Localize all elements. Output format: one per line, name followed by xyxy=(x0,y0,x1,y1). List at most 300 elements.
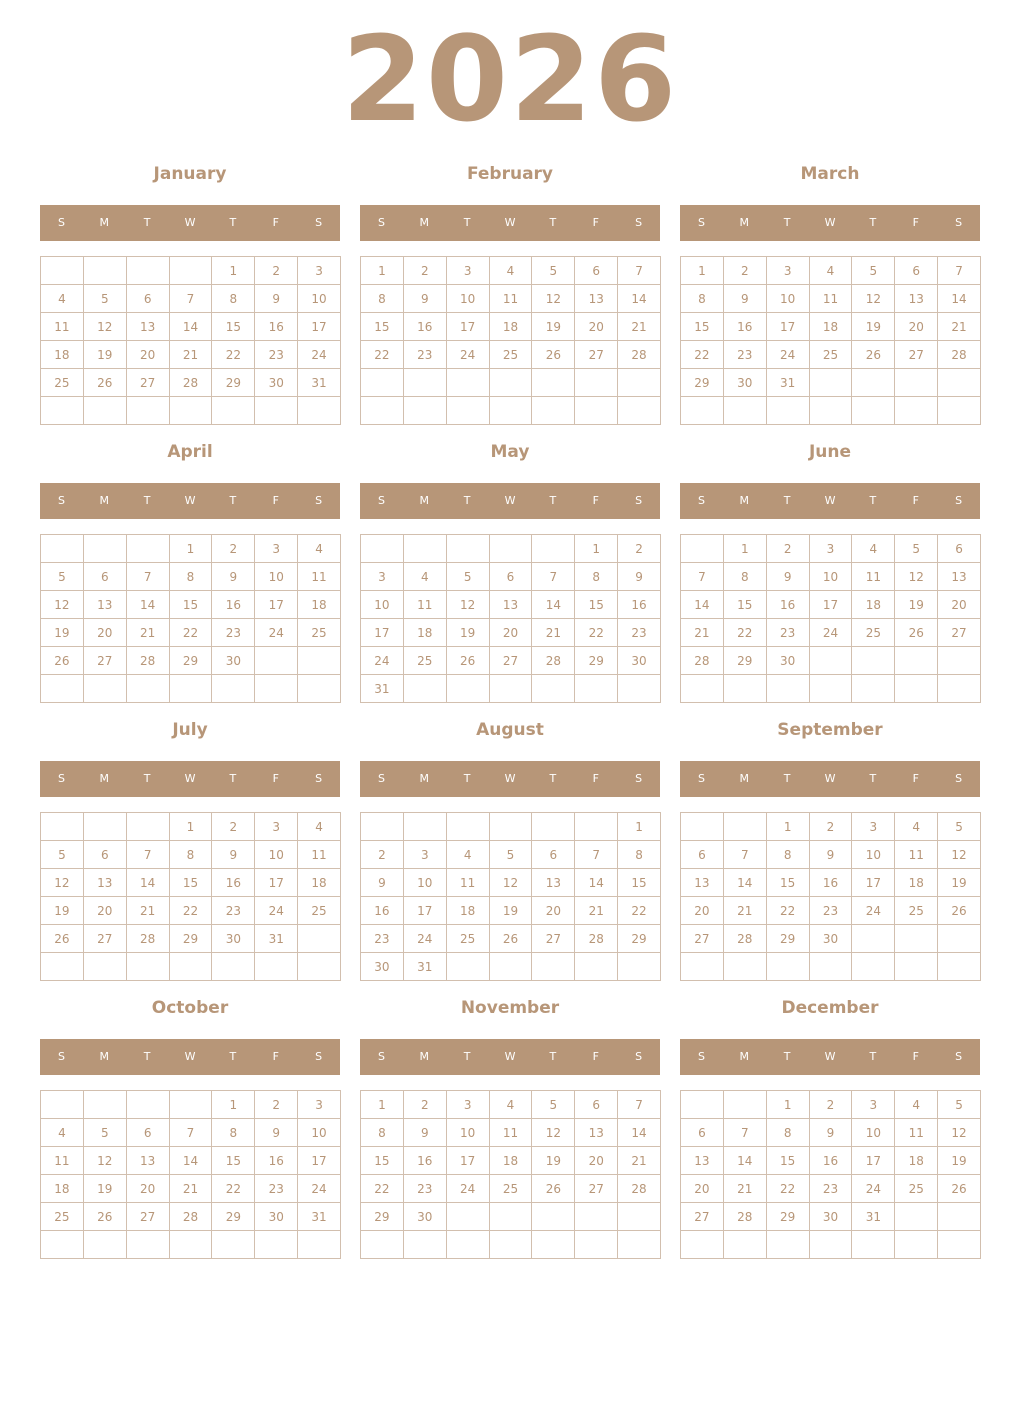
empty-cell xyxy=(681,813,724,841)
day-cell: 14 xyxy=(170,313,213,341)
empty-cell xyxy=(938,647,981,675)
day-cell: 25 xyxy=(895,1175,938,1203)
day-cell: 5 xyxy=(895,535,938,563)
day-cell: 30 xyxy=(212,925,255,953)
day-cell: 1 xyxy=(170,535,213,563)
day-cell: 10 xyxy=(361,591,404,619)
empty-cell xyxy=(767,397,810,425)
day-cell: 6 xyxy=(127,285,170,313)
day-cell: 12 xyxy=(490,869,533,897)
empty-cell xyxy=(255,1231,298,1259)
day-cell: 17 xyxy=(298,313,341,341)
empty-cell xyxy=(404,675,447,703)
day-cell: 22 xyxy=(767,1175,810,1203)
day-cell: 14 xyxy=(575,869,618,897)
month-name: October xyxy=(151,998,229,1018)
day-cell: 5 xyxy=(41,563,84,591)
day-cell: 5 xyxy=(84,1119,127,1147)
empty-cell xyxy=(447,397,490,425)
day-grid xyxy=(360,256,661,425)
day-cell: 31 xyxy=(298,369,341,397)
day-cell: 21 xyxy=(127,619,170,647)
day-cell: 19 xyxy=(41,897,84,925)
empty-cell xyxy=(938,1203,981,1231)
weekday-label: W xyxy=(504,772,516,785)
weekday-label: T xyxy=(463,216,471,229)
month-june xyxy=(680,438,980,708)
day-cell: 1 xyxy=(361,1091,404,1119)
month-september xyxy=(680,716,980,986)
day-cell: 21 xyxy=(532,619,575,647)
day-cell: 30 xyxy=(404,1203,447,1231)
empty-cell xyxy=(681,675,724,703)
empty-cell xyxy=(41,675,84,703)
empty-cell xyxy=(212,1231,255,1259)
empty-cell xyxy=(724,1231,767,1259)
weekday-label: S xyxy=(635,494,643,507)
day-cell: 27 xyxy=(575,341,618,369)
empty-cell xyxy=(84,535,127,563)
day-cell: 13 xyxy=(127,313,170,341)
day-cell: 3 xyxy=(361,563,404,591)
day-cell: 3 xyxy=(447,257,490,285)
weekday-label: W xyxy=(184,494,196,507)
weekday-header xyxy=(360,483,660,519)
empty-cell xyxy=(852,953,895,981)
empty-cell xyxy=(532,1203,575,1231)
day-cell: 23 xyxy=(212,619,255,647)
empty-cell xyxy=(84,953,127,981)
weekday-header xyxy=(680,483,980,519)
day-cell: 26 xyxy=(938,897,981,925)
day-cell: 26 xyxy=(447,647,490,675)
day-cell: 2 xyxy=(618,535,661,563)
day-cell: 15 xyxy=(170,591,213,619)
day-cell: 15 xyxy=(767,1147,810,1175)
day-cell: 19 xyxy=(41,619,84,647)
day-cell: 25 xyxy=(895,897,938,925)
empty-cell xyxy=(852,647,895,675)
empty-cell xyxy=(298,925,341,953)
empty-cell xyxy=(41,953,84,981)
weekday-label: F xyxy=(912,772,919,785)
day-cell: 25 xyxy=(41,1203,84,1231)
weekday-label: W xyxy=(824,494,836,507)
day-cell: 22 xyxy=(361,341,404,369)
weekday-label: S xyxy=(57,1050,65,1063)
day-cell: 6 xyxy=(575,1091,618,1119)
weekday-label: M xyxy=(419,1050,430,1063)
day-cell: 18 xyxy=(298,591,341,619)
weekday-label: F xyxy=(272,216,279,229)
day-cell: 25 xyxy=(490,1175,533,1203)
month-name: April xyxy=(167,442,213,462)
weekday-label: T xyxy=(549,772,557,785)
day-cell: 1 xyxy=(212,257,255,285)
day-cell: 14 xyxy=(127,869,170,897)
empty-cell xyxy=(895,925,938,953)
empty-cell xyxy=(170,1231,213,1259)
empty-cell xyxy=(490,675,533,703)
day-cell: 27 xyxy=(938,619,981,647)
weekday-label: S xyxy=(315,772,323,785)
empty-cell xyxy=(724,675,767,703)
day-cell: 26 xyxy=(84,369,127,397)
day-cell: 2 xyxy=(724,257,767,285)
weekday-label: S xyxy=(697,216,705,229)
month-name: May xyxy=(490,442,530,462)
day-cell: 24 xyxy=(810,619,853,647)
empty-cell xyxy=(724,397,767,425)
day-cell: 12 xyxy=(895,563,938,591)
day-cell: 11 xyxy=(490,1119,533,1147)
day-cell: 11 xyxy=(41,313,84,341)
day-cell: 7 xyxy=(532,563,575,591)
day-cell: 12 xyxy=(938,1119,981,1147)
day-cell: 6 xyxy=(681,841,724,869)
day-cell: 28 xyxy=(938,341,981,369)
day-cell: 10 xyxy=(298,285,341,313)
day-cell: 5 xyxy=(532,257,575,285)
day-cell: 7 xyxy=(170,285,213,313)
empty-cell xyxy=(852,675,895,703)
day-cell: 19 xyxy=(84,341,127,369)
day-grid xyxy=(680,1090,981,1259)
day-cell: 27 xyxy=(895,341,938,369)
day-cell: 17 xyxy=(852,869,895,897)
day-cell: 11 xyxy=(895,841,938,869)
empty-cell xyxy=(895,953,938,981)
weekday-label: S xyxy=(57,772,65,785)
day-cell: 19 xyxy=(938,869,981,897)
weekday-label: M xyxy=(99,1050,110,1063)
day-cell: 17 xyxy=(255,591,298,619)
day-grid xyxy=(40,1090,341,1259)
day-cell: 10 xyxy=(810,563,853,591)
weekday-label: T xyxy=(463,1050,471,1063)
weekday-label: T xyxy=(143,772,151,785)
month-name: July xyxy=(172,720,208,740)
day-cell: 16 xyxy=(724,313,767,341)
day-cell: 11 xyxy=(298,563,341,591)
day-cell: 16 xyxy=(255,1147,298,1175)
day-cell: 27 xyxy=(127,369,170,397)
day-cell: 26 xyxy=(895,619,938,647)
day-cell: 23 xyxy=(255,1175,298,1203)
day-cell: 2 xyxy=(810,1091,853,1119)
day-cell: 20 xyxy=(127,341,170,369)
empty-cell xyxy=(938,675,981,703)
weekday-label: W xyxy=(824,216,836,229)
day-cell: 28 xyxy=(724,925,767,953)
day-cell: 6 xyxy=(938,535,981,563)
empty-cell xyxy=(575,675,618,703)
weekday-label: F xyxy=(592,1050,599,1063)
empty-cell xyxy=(852,397,895,425)
day-cell: 4 xyxy=(490,257,533,285)
weekday-label: T xyxy=(869,494,877,507)
empty-cell xyxy=(212,953,255,981)
weekday-header xyxy=(680,761,980,797)
day-cell: 28 xyxy=(170,369,213,397)
day-cell: 10 xyxy=(255,841,298,869)
empty-cell xyxy=(490,1231,533,1259)
weekday-label: W xyxy=(184,216,196,229)
weekday-label: S xyxy=(377,494,385,507)
day-cell: 20 xyxy=(575,313,618,341)
day-grid xyxy=(40,256,341,425)
weekday-label: S xyxy=(377,1050,385,1063)
weekday-label: T xyxy=(463,494,471,507)
day-cell: 7 xyxy=(724,841,767,869)
empty-cell xyxy=(127,813,170,841)
weekday-label: T xyxy=(229,216,237,229)
day-cell: 5 xyxy=(938,1091,981,1119)
empty-cell xyxy=(404,369,447,397)
day-cell: 18 xyxy=(895,1147,938,1175)
weekday-label: T xyxy=(143,1050,151,1063)
empty-cell xyxy=(255,675,298,703)
day-cell: 16 xyxy=(212,869,255,897)
weekday-label: F xyxy=(912,1050,919,1063)
empty-cell xyxy=(810,369,853,397)
day-cell: 23 xyxy=(618,619,661,647)
empty-cell xyxy=(532,813,575,841)
empty-cell xyxy=(895,1231,938,1259)
weekday-label: S xyxy=(955,1050,963,1063)
day-cell: 28 xyxy=(681,647,724,675)
day-cell: 30 xyxy=(212,647,255,675)
empty-cell xyxy=(212,397,255,425)
empty-cell xyxy=(127,1231,170,1259)
day-cell: 20 xyxy=(84,897,127,925)
weekday-header xyxy=(40,483,340,519)
weekday-label: T xyxy=(869,216,877,229)
empty-cell xyxy=(938,397,981,425)
day-cell: 7 xyxy=(618,257,661,285)
weekday-label: F xyxy=(592,494,599,507)
day-cell: 4 xyxy=(852,535,895,563)
empty-cell xyxy=(724,1091,767,1119)
day-cell: 3 xyxy=(298,1091,341,1119)
day-cell: 2 xyxy=(361,841,404,869)
day-cell: 11 xyxy=(41,1147,84,1175)
day-cell: 16 xyxy=(404,313,447,341)
weekday-label: S xyxy=(315,494,323,507)
empty-cell xyxy=(298,647,341,675)
day-cell: 10 xyxy=(447,285,490,313)
day-cell: 11 xyxy=(810,285,853,313)
day-grid xyxy=(680,256,981,425)
day-grid xyxy=(680,812,981,981)
day-cell: 8 xyxy=(212,285,255,313)
empty-cell xyxy=(938,1231,981,1259)
day-cell: 5 xyxy=(84,285,127,313)
day-cell: 16 xyxy=(404,1147,447,1175)
day-cell: 2 xyxy=(255,257,298,285)
day-cell: 24 xyxy=(298,1175,341,1203)
day-cell: 19 xyxy=(852,313,895,341)
empty-cell xyxy=(84,675,127,703)
day-cell: 20 xyxy=(84,619,127,647)
day-cell: 18 xyxy=(447,897,490,925)
day-cell: 6 xyxy=(895,257,938,285)
empty-cell xyxy=(681,953,724,981)
day-cell: 12 xyxy=(41,591,84,619)
empty-cell xyxy=(532,953,575,981)
day-cell: 2 xyxy=(212,813,255,841)
day-cell: 22 xyxy=(212,1175,255,1203)
weekday-label: M xyxy=(419,216,430,229)
day-cell: 9 xyxy=(618,563,661,591)
day-cell: 20 xyxy=(681,897,724,925)
day-cell: 7 xyxy=(170,1119,213,1147)
day-cell: 23 xyxy=(255,341,298,369)
day-cell: 24 xyxy=(447,1175,490,1203)
empty-cell xyxy=(170,675,213,703)
day-cell: 11 xyxy=(895,1119,938,1147)
day-cell: 15 xyxy=(767,869,810,897)
day-cell: 15 xyxy=(724,591,767,619)
empty-cell xyxy=(490,397,533,425)
day-cell: 29 xyxy=(618,925,661,953)
weekday-label: M xyxy=(739,1050,750,1063)
weekday-label: W xyxy=(824,772,836,785)
empty-cell xyxy=(127,257,170,285)
day-cell: 18 xyxy=(41,1175,84,1203)
month-name: March xyxy=(800,164,860,184)
day-cell: 6 xyxy=(84,841,127,869)
day-cell: 13 xyxy=(127,1147,170,1175)
day-cell: 28 xyxy=(724,1203,767,1231)
day-cell: 26 xyxy=(532,1175,575,1203)
day-cell: 23 xyxy=(810,1175,853,1203)
weekday-label: W xyxy=(504,494,516,507)
weekday-label: M xyxy=(739,494,750,507)
empty-cell xyxy=(575,1203,618,1231)
day-cell: 15 xyxy=(618,869,661,897)
empty-cell xyxy=(618,675,661,703)
day-cell: 3 xyxy=(767,257,810,285)
day-cell: 11 xyxy=(490,285,533,313)
weekday-label: M xyxy=(419,772,430,785)
month-february xyxy=(360,160,660,430)
weekday-label: S xyxy=(315,1050,323,1063)
weekday-label: S xyxy=(955,494,963,507)
day-cell: 11 xyxy=(298,841,341,869)
day-cell: 2 xyxy=(404,1091,447,1119)
day-cell: 16 xyxy=(361,897,404,925)
empty-cell xyxy=(127,535,170,563)
empty-cell xyxy=(852,369,895,397)
weekday-header xyxy=(680,205,980,241)
day-cell: 17 xyxy=(447,1147,490,1175)
weekday-label: M xyxy=(739,772,750,785)
day-cell: 30 xyxy=(767,647,810,675)
empty-cell xyxy=(361,535,404,563)
day-cell: 29 xyxy=(170,925,213,953)
day-cell: 28 xyxy=(618,341,661,369)
empty-cell xyxy=(41,813,84,841)
day-cell: 15 xyxy=(361,313,404,341)
day-cell: 18 xyxy=(490,1147,533,1175)
day-cell: 8 xyxy=(767,1119,810,1147)
day-cell: 3 xyxy=(255,813,298,841)
weekday-label: S xyxy=(377,772,385,785)
day-cell: 20 xyxy=(681,1175,724,1203)
empty-cell xyxy=(575,1231,618,1259)
empty-cell xyxy=(404,813,447,841)
day-cell: 28 xyxy=(170,1203,213,1231)
empty-cell xyxy=(170,397,213,425)
empty-cell xyxy=(127,675,170,703)
day-cell: 14 xyxy=(938,285,981,313)
day-cell: 1 xyxy=(361,257,404,285)
empty-cell xyxy=(298,397,341,425)
weekday-label: M xyxy=(739,216,750,229)
weekday-label: F xyxy=(592,772,599,785)
day-cell: 6 xyxy=(127,1119,170,1147)
weekday-header xyxy=(360,761,660,797)
empty-cell xyxy=(127,1091,170,1119)
day-cell: 17 xyxy=(767,313,810,341)
day-cell: 13 xyxy=(681,869,724,897)
day-cell: 14 xyxy=(618,285,661,313)
day-cell: 8 xyxy=(618,841,661,869)
month-november xyxy=(360,994,660,1264)
day-cell: 22 xyxy=(724,619,767,647)
empty-cell xyxy=(490,535,533,563)
day-cell: 17 xyxy=(852,1147,895,1175)
weekday-label: S xyxy=(635,772,643,785)
day-cell: 23 xyxy=(810,897,853,925)
empty-cell xyxy=(895,397,938,425)
month-name: September xyxy=(777,720,883,740)
day-cell: 31 xyxy=(852,1203,895,1231)
empty-cell xyxy=(447,535,490,563)
day-cell: 29 xyxy=(724,647,767,675)
day-cell: 8 xyxy=(170,841,213,869)
empty-cell xyxy=(532,535,575,563)
day-cell: 13 xyxy=(84,869,127,897)
day-cell: 9 xyxy=(255,1119,298,1147)
day-cell: 29 xyxy=(681,369,724,397)
day-cell: 17 xyxy=(447,313,490,341)
day-cell: 15 xyxy=(361,1147,404,1175)
weekday-label: W xyxy=(504,216,516,229)
empty-cell xyxy=(895,647,938,675)
empty-cell xyxy=(447,1231,490,1259)
empty-cell xyxy=(447,813,490,841)
weekday-label: S xyxy=(57,494,65,507)
weekday-label: S xyxy=(315,216,323,229)
day-cell: 7 xyxy=(724,1119,767,1147)
day-cell: 16 xyxy=(767,591,810,619)
day-cell: 22 xyxy=(575,619,618,647)
day-cell: 22 xyxy=(767,897,810,925)
weekday-label: F xyxy=(272,1050,279,1063)
day-cell: 10 xyxy=(404,869,447,897)
day-cell: 30 xyxy=(255,369,298,397)
month-october xyxy=(40,994,340,1264)
month-name: June xyxy=(808,442,852,462)
weekday-label: S xyxy=(955,772,963,785)
day-cell: 8 xyxy=(170,563,213,591)
empty-cell xyxy=(41,1231,84,1259)
empty-cell xyxy=(170,953,213,981)
weekday-label: S xyxy=(635,1050,643,1063)
day-cell: 18 xyxy=(895,869,938,897)
